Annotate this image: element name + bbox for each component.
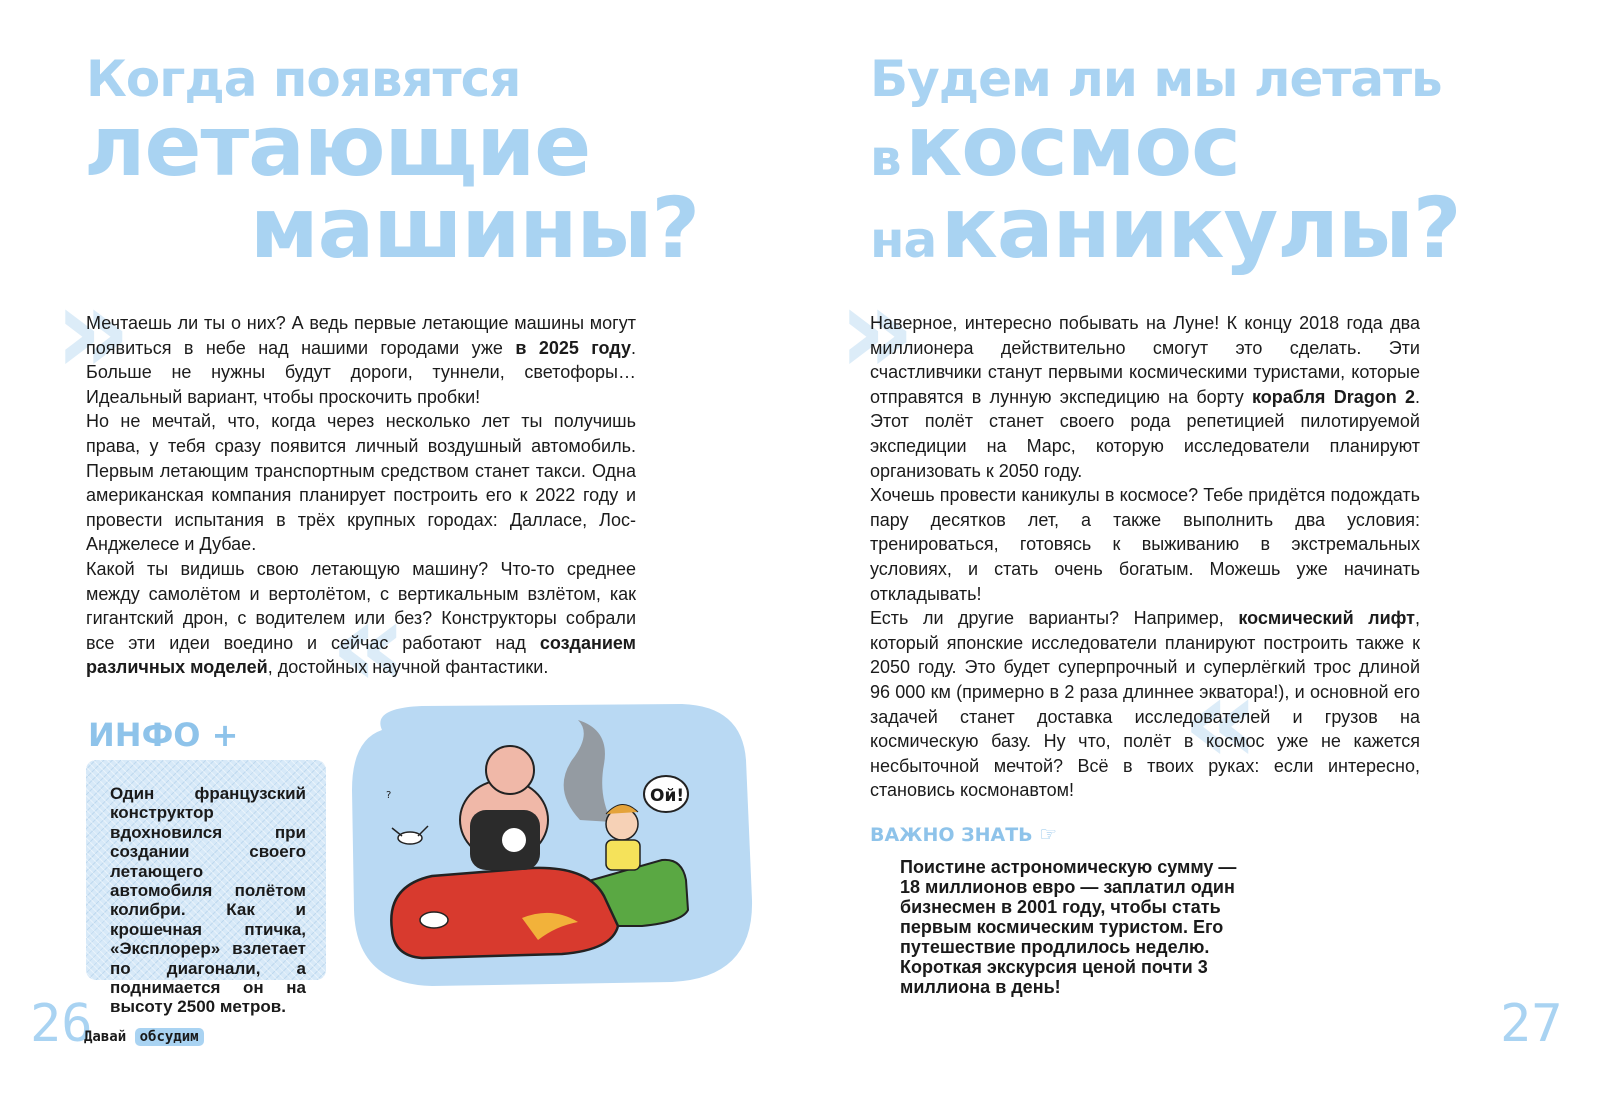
left-title-line1: Когда появятся: [86, 50, 521, 108]
important-heading: [870, 822, 1057, 847]
right-title-line3-word: каникулы?: [940, 179, 1461, 277]
left-title-line2: летающие: [84, 97, 591, 195]
right-paragraph-2: Хочешь провести каникулы в космосе? Тебе придётся подождать пару десятков лет, а также выполнить два условия: тренироваться, готовясь к выживанию в экстремальных условиях, и стать очень богатым. Можешь уже начинать откладывать!: [870, 485, 1420, 604]
right-page-number: 27: [1500, 994, 1563, 1054]
right-title-line3: [870, 179, 1461, 277]
right-title-line2-word: космос: [905, 97, 1240, 195]
left-paragraph-3: Какой ты видишь свою летающую машину? Что-то среднее между самолётом и вертолётом, с вертикальным взлётом, как гигантский дрон, с водителем или без? Конструкторы собрали все эти идеи воедино и сейчас работают над созданием различных моделей, достойных научной фантастики.: [86, 558, 636, 678]
footer-word-1: Давай: [84, 1029, 127, 1045]
close-quote-icon-right: «: [1182, 652, 1260, 791]
pointing-hand-icon: ☞: [1039, 822, 1058, 846]
footer-word-2: обсудим: [135, 1028, 204, 1046]
important-text: Поистине астрономическую сумму — 18 миллионов евро — заплатил один бизнесмен в 2001 году, чтобы стать первым космическим туристом. Его путешествие продлилось неделю. Короткая экскурсия ценой почти 3 миллиона в день!: [900, 857, 1237, 997]
right-title-line3-prefix: на: [870, 211, 937, 269]
open-quote-icon-right: »: [838, 262, 916, 401]
left-paragraph-1: Мечтаешь ли ты о них? А ведь первые летающие машины могут появиться в небе над нашими городами уже в 2025 году. Больше не нужны будут дороги, туннели, светофоры… Идеальный вариант, чтобы проскочить пробки!: [86, 313, 636, 407]
right-title-line2-prefix: в: [870, 129, 901, 187]
footer-series: [84, 1029, 204, 1045]
open-quote-icon: »: [54, 262, 132, 401]
svg-text:?: ?: [386, 790, 392, 801]
right-article-body: [870, 311, 1420, 803]
left-article-body: [86, 311, 636, 680]
important-heading-text: ВАЖНО ЗНАТЬ: [870, 824, 1033, 846]
left-paragraph-2: Но не мечтай, что, когда через несколько лет ты получишь права, у тебя сразу появится личный воздушный автомобиль. Первым летающим транспортным средством станет такси. Одна американская компания планирует построить его к 2022 году и провести испытания в трёх крупных городах: Далласе, Лос-Анджелесе и Дубае.: [86, 411, 636, 555]
info-text: Один французский конструктор вдохновился при создании своего летающего автомобиля полётом колибри. Как и крошечная птичка, «Эксплорер» взлетает по диагонали, а поднимается он на высоту 2500 метров.: [110, 784, 306, 1017]
left-page-number: 26: [30, 994, 93, 1054]
close-quote-icon: «: [330, 576, 408, 715]
flying-car-illustration: [342, 700, 762, 990]
speech-bubble-text: Ой!: [650, 786, 685, 806]
right-title-line1: Будем ли мы летать: [870, 50, 1442, 108]
right-paragraph-3: Есть ли другие варианты? Например, космический лифт, который японские исследователи планируют построить также к 2050 году. Это будет суперпрочный и суперлёгкий трос длиной 96 000 км (примерно в 2 раза длиннее экватора!), и основной его задачей станет доставка исследователей и грузов на космическую базу. Ну что, полёт в космос уже не кажется несбыточной мечтой? Всё в твоих руках: если интересно, становись космонавтом!: [870, 608, 1421, 801]
info-heading: ИНФО +: [88, 716, 239, 754]
left-title-line3: машины?: [250, 179, 700, 277]
right-paragraph-1: Наверное, интересно побывать на Луне! К концу 2018 года два миллионера действительно смогут это сделать. Эти счастливчики станут первыми космическими туристами, которые отправятся в лунную экспедицию на борту корабля Dragon 2. Этот полёт станет своего рода репетицией пилотируемой экспедиции на Марс, которую исследователи планируют организовать к 2050 году.: [870, 313, 1420, 481]
